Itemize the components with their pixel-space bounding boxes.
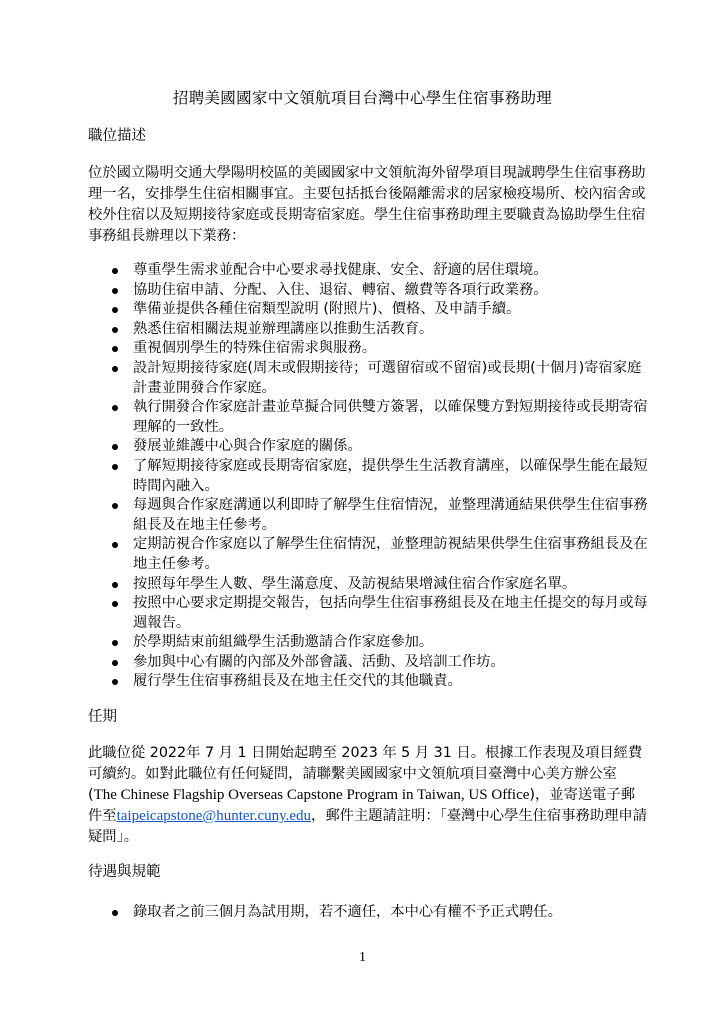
- list-item-text: 準備並提供各種住宿類型說明 (附照片)、價格、及申請手續。: [133, 301, 521, 318]
- list-item: [88, 437, 648, 457]
- list-item-text: 參加與中心有關的內部及外部會議、活動、及培訓工作坊。: [133, 653, 505, 670]
- list-item-text: 履行學生住宿事務組長及在地主任交代的其他職責。: [133, 673, 462, 690]
- list-item: [88, 398, 648, 437]
- bullet-icon: [112, 660, 118, 666]
- list-item-text: 了解短期接待家庭或長期寄宿家庭，提供學生生活教育講座，以確保學生能在最短時間內融入。: [133, 457, 648, 494]
- term-text-3: ，郵件主題請註明：「臺灣中心學生住宿事務助理申請疑問」。: [88, 808, 648, 845]
- list-item-text: 錄取者之前三個月為試用期，若不適任，本中心有權不予正式聘任。: [133, 904, 562, 920]
- list-item: [88, 594, 648, 633]
- page-number: 1: [359, 950, 366, 965]
- list-item-text: 發展並維護中心與合作家庭的關係。: [133, 438, 362, 455]
- bullet-icon: [112, 679, 118, 685]
- list-item-text: 於學期結束前組織學生活動邀請合作家庭參加。: [133, 634, 434, 651]
- bullet-icon: [112, 366, 118, 372]
- bullet-icon: [112, 503, 118, 509]
- bullet-icon: [112, 327, 118, 333]
- bullet-icon: [112, 268, 118, 274]
- list-item-text: 按照每年學生人數、學生滿意度、及訪視結果增減住宿合作家庭名單。: [133, 575, 577, 592]
- bullet-icon: [112, 640, 118, 646]
- email-link[interactable]: taipeicapstone@hunter.cuny.edu: [116, 808, 312, 824]
- list-item: [88, 672, 648, 692]
- list-item: [88, 457, 648, 496]
- list-item-text: 定期訪視合作家庭以了解學生住宿情況，並整理訪視結果供學生住宿事務組長及在地主任參考。: [133, 536, 648, 572]
- list-item: [88, 359, 648, 398]
- list-item-text: 執行開發合作家庭計畫並草擬合同供雙方簽署，以確保雙方對短期接待或長期寄宿理解的一致性。: [133, 399, 648, 435]
- section-heading-compensation: 待遇與規範: [88, 864, 161, 880]
- compensation-list: [88, 903, 648, 923]
- document-title: 招聘美國國家中文領航項目台灣中心學生住宿事務助理: [172, 89, 553, 107]
- duties-list: [88, 261, 648, 692]
- list-item: [88, 320, 648, 340]
- bullet-icon: [112, 307, 118, 313]
- bullet-icon: [112, 582, 118, 588]
- list-item-text: 設計短期接待家庭(周末或假期接待；可選留宿或不留宿)或長期(十個月)寄宿家庭計畫並開發合作家庭。: [133, 359, 642, 396]
- bullet-icon: [112, 346, 118, 352]
- list-item: [88, 535, 648, 574]
- bullet-icon: [112, 444, 118, 450]
- bullet-icon: [112, 910, 118, 916]
- term-text-2: )，並寄送電子郵件至: [88, 787, 636, 824]
- bullet-icon: [112, 464, 118, 470]
- list-item: [88, 261, 648, 281]
- list-item-text: 尊重學生需求並配合中心要求尋找健康、安全、舒適的居住環境。: [133, 262, 548, 278]
- bullet-icon: [112, 405, 118, 411]
- list-item-text: 每週與合作家庭溝通以利即時了解學生住宿情況，並整理溝通結果供學生住宿事務組長及在地主任參考。: [133, 497, 648, 533]
- bullet-icon: [112, 542, 118, 548]
- office-name-english: The Chinese Flagship Overseas Capstone Program in Taiwan, US Office: [93, 787, 530, 803]
- list-item: [88, 281, 648, 301]
- list-item-text: 按照中心要求定期提交報告，包括向學生住宿事務組長及在地主任提交的每月或每週報告。: [133, 595, 648, 631]
- bullet-icon: [112, 601, 118, 607]
- list-item: [88, 300, 648, 320]
- list-item-text: 重視個別學生的特殊住宿需求與服務。: [133, 340, 377, 357]
- term-paragraph: [88, 743, 648, 848]
- list-item: [88, 903, 648, 923]
- list-item: [88, 575, 648, 595]
- list-item: [88, 339, 648, 359]
- job-description-intro: 位於國立陽明交通大學陽明校區的美國國家中文領航海外留學項目現誠聘學生住宿事務助理一名，安排學生住宿相關事宜。主要包括抵台後隔離需求的居家檢疫場所、校內宿舍或校外住宿以及短期接待家庭或長期寄宿家庭。學生住宿事務助理主要職責為協助學生住宿事務組長辦理以下業務：: [88, 165, 646, 244]
- list-item: [88, 633, 648, 653]
- section-heading-term: 任期: [88, 709, 117, 725]
- list-item: [88, 496, 648, 535]
- section-heading-job-description: 職位描述: [88, 128, 146, 144]
- bullet-icon: [112, 288, 118, 294]
- list-item-text: 協助住宿申請、分配、入住、退宿、轉宿、繳費等各項行政業務。: [133, 281, 548, 298]
- list-item: [88, 653, 648, 673]
- list-item-text: 熟悉住宿相關法規並辦理講座以推動生活教育。: [133, 320, 434, 337]
- term-text-1: 此職位從 2022年 7 月 1 日開始起聘至 2023 年 5 月 31 日。根據工作表現及項目經費可續約。如對此職位有任何疑問，請聯繫美國國家中文領航項目臺灣中心美方辦公室 (: [88, 745, 643, 803]
